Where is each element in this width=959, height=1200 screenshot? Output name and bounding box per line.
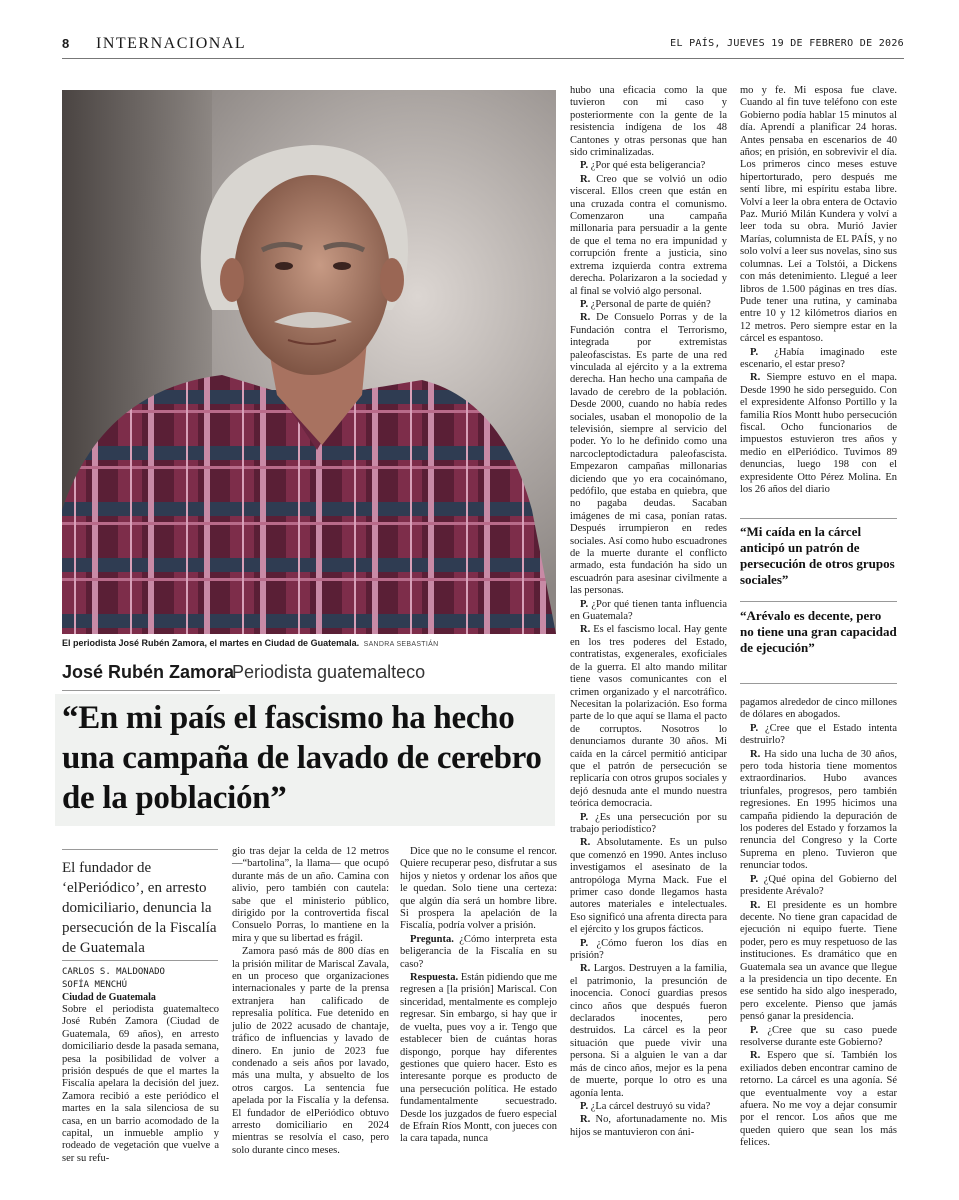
column-4 xyxy=(570,85,727,1139)
p-label: P. xyxy=(580,1100,589,1112)
headline: “En mi país el fascismo ha hecho una campaña de lavado de cerebro de la población” xyxy=(62,700,542,816)
header-rule xyxy=(62,58,904,59)
date-line: EL PAÍS, JUEVES 19 DE FEBRERO DE 2026 xyxy=(670,38,904,49)
question xyxy=(570,1101,727,1113)
answer xyxy=(570,624,727,810)
authors xyxy=(62,966,222,992)
question-text: ¿Personal de parte de quién? xyxy=(590,298,711,310)
answer-text: El presidente es un hombre decente. No tiene gran capacidad de ejecución ni equipo fuerte. Tiene poder, pero es muy respetuoso de las instituciones. Es dramático que en Guatemala sea un avance que llegue a la presidencia un tipo decente. En ese sentido ha sido algo inesperado, pero excelente. Pienso que jamás pensó ganar la presidencia. xyxy=(740,899,897,1023)
pull-quote-rule xyxy=(740,601,897,602)
question-text: ¿Cómo fueron los días en prisión? xyxy=(570,937,727,962)
r-label: R. xyxy=(750,748,761,760)
section-title: INTERNACIONAL xyxy=(96,35,247,52)
pull-quote: “Arévalo es decente, pero no tiene una gran capacidad de ejecución” xyxy=(740,608,897,655)
interviewee-role: Periodista guatemalteco xyxy=(232,662,426,682)
column-5-continued xyxy=(740,697,897,1150)
p-label: P. xyxy=(580,298,589,310)
dateline-city: Ciudad de Guatemala xyxy=(62,992,156,1003)
question-text: ¿Cree que su caso puede resolverse durante este Gobierno? xyxy=(740,1024,897,1048)
answer: pagamos alrededor de cinco millones de dólares en abogados. xyxy=(740,697,897,721)
r-label: R. xyxy=(750,1050,761,1062)
answer: mo y fe. Mi esposa fue clave. Cuando al fin tuve teléfono con este Gobierno podía hablar 15 minutos al día. Aprendí a planificar 24 horas. Antes pensaba en escenarios de 40 años; en prisión, en sobrevivir el día. Los primeros cinco meses estuve hipertorturado, pero después me sentí libre, mi espíritu estaba libre. Volví a leer la obra entera de Octavio Paz. Murió Milán Kundera y volví a leer toda su obra. Murió Javier Marías, columnista de EL PAÍS, y no solo volví a leer sus novelas, sino sus columnas. Leí a Tolstói, a Dickens con más detenimiento. Llegué a leer libros de 1.500 páginas en tres días. Pude tener una rutina, y caminaba entre 10 y 12 kilómetros diarios en 12 metros. Pero siempre estar en la cárcel es espantoso. xyxy=(740,85,897,345)
author-1: CARLOS S. MALDONADO xyxy=(62,967,165,977)
question xyxy=(570,299,727,311)
r-label: R. xyxy=(580,837,591,849)
answer xyxy=(570,837,727,936)
question-label: Pregunta. xyxy=(410,933,454,945)
paragraph: Dice que no le consume el rencor. Quiere recuperar peso, disfrutar a sus hijos y nietos y ordenar los años que le quedan. Solo tiene una certeza: que algún día será un hombre libre. Si prospera la apelación de la Fiscalía, podría volver a prisión. xyxy=(400,846,557,932)
paragraph: gio tras dejar la celda de 12 metros —“bartolina”, la llama— que ocupó durante más de un año. Camina con alivio, pero también con cautela: sabe que el ministerio público, dirigido por la controvertida fiscal Consuelo Porras, lo mantiene en la mira y que su libertad es frágil. xyxy=(232,846,389,944)
answer-text: Es el fascismo local. Hay gente en los tres poderes del Estado, contratistas, exgenerales, exoficiales de la guerra. El alto mando militar tiene vasos comunicantes con el crimen organizado y el narcotráfico. Necesitan la polarización. Eso forma parte de lo que aquí se llama el pacto de corruptos. Nosotros lo denunciamos durante 30 años. Mi caída en la cárcel permitió anticipar que el patrón de persecución se replicaría con otros grupos sociales y dejó desnuda ante el mundo nuestra teórica democracia. xyxy=(570,624,728,810)
pull-quote-rule xyxy=(740,683,897,684)
pull-quote-rule xyxy=(740,518,897,519)
p-label: P. xyxy=(580,811,589,823)
author-2: SOFÍA MENCHÚ xyxy=(62,980,128,990)
column-2 xyxy=(232,846,389,1157)
answer xyxy=(740,900,897,1024)
question xyxy=(740,1025,897,1050)
p-label: P. xyxy=(580,160,589,172)
answer xyxy=(570,312,727,597)
answer xyxy=(740,372,897,496)
p-label: P. xyxy=(750,873,759,885)
dek-rule-top xyxy=(62,849,218,850)
r-label: R. xyxy=(580,173,591,185)
question xyxy=(570,938,727,963)
p-label: P. xyxy=(750,722,759,734)
dek: El fundador de ‘elPeriódico’, en arresto domiciliario, denuncia la persecución de la Fiscalía de Guatemala xyxy=(62,860,217,956)
dek-rule-bottom xyxy=(62,960,218,961)
question-text: ¿Qué opina del Gobierno del presidente Arévalo? xyxy=(740,873,897,898)
paragraph: Sobre el periodista guatemalteco José Rubén Zamora (Ciudad de Guatemala, 69 años), en arresto domiciliario desde la pasada semana, pesa la posibilidad de volver a prisión después de que el martes la Fiscalía apelara la decisión del juez. Zamora recibió a este periódico el martes en la sala silenciosa de su casa, en un barrio acomodado de la capital, un inmueble amplio y rodeado de vegetación que vuelve a ser su refu- xyxy=(62,1004,219,1164)
question xyxy=(570,160,727,172)
r-label: R. xyxy=(750,899,761,911)
answer xyxy=(740,749,897,873)
r-label: R. xyxy=(580,624,591,636)
question xyxy=(740,874,897,899)
paragraph: Zamora pasó más de 800 días en la prisión militar de Mariscal Zavala, en un proceso que organizaciones internacionales y parte de la prensa extranjera han calificado de represalia política. Fue detenido en julio de 2022 acusado de chantaje, tráfico de influencias y lavado de dinero. En junio de 2023 fue condenado a seis años por lavado, más una multa, y absuelto de los otros cargos. La sentencia fue apelada por la Fiscalía y la defensa. El fundador de elPeriódico obtuvo arresto domiciliario en 2024 mientras se resolvía el caso, pero solo durante cinco meses. xyxy=(232,946,389,1156)
p-label: P. xyxy=(750,346,759,358)
answer-text: Creo que se volvió un odio visceral. Ellos creen que están en una cruzada contra el comunismo. Comenzaron una campaña millonaria para persuadir a la gente de que el tema no era impunidad y corrupción frente a justicia, sino extrema izquierda contra extrema derecha. Polarizaron a la sociedad y al final se volvió algo personal. xyxy=(570,173,727,297)
page-number: 8 xyxy=(62,36,70,51)
photo-credit: SANDRA SEBASTIÁN xyxy=(363,641,439,648)
caption-text: El periodista José Rubén Zamora, el martes en Ciudad de Guatemala. xyxy=(62,638,360,648)
p-label: P. xyxy=(750,1024,759,1036)
p-label: P. xyxy=(580,937,589,949)
question xyxy=(740,723,897,748)
answer xyxy=(740,1050,897,1149)
answer-text: Largos. Destruyen a la familia, el patrimonio, la presunción de inocencia. Conocí guardias presos cinco años que después fueron declarados inocentes, pero destruidos. La cárcel es la peor situación que puede vivir una persona. Si a alguien le van a dar más de cinco años, mejor es la pena de muerte, porque lo otro es una agonía lenta. xyxy=(570,963,727,1099)
portrait-photo xyxy=(62,90,556,634)
r-label: R. xyxy=(750,372,761,384)
answer: hubo una eficacia como la que tuvieron con mi caso y posteriormente con la gente de la resistencia indígena de los 48 Cantones y otras personas que han sido criminalizadas. xyxy=(570,85,727,159)
answer-text: Espero que sí. También los exiliados deben encontrar camino de retorno. La cárcel es una agonía. Sé que eventualmente voy a estar afuera. No me voy a dejar consumir por el rencor. Los años que me queden quiero que sean los más felices. xyxy=(740,1050,897,1149)
pull-quote: “Mi caída en la cárcel anticipó un patrón de persecución de otros grupos sociales” xyxy=(740,524,895,587)
r-label: R. xyxy=(580,963,591,975)
column-3 xyxy=(400,846,557,1146)
question xyxy=(570,812,727,837)
answer xyxy=(400,972,557,1146)
byline-rule xyxy=(62,690,220,691)
answer xyxy=(570,963,727,1099)
p-label: P. xyxy=(580,598,589,610)
question-text: ¿Había imaginado este escenario, el estar preso? xyxy=(740,346,897,370)
answer xyxy=(570,174,727,298)
answer-text: Absolutamente. Es un pulso que comenzó en 1990. Antes incluso investigamos el asesinato de la antropóloga Myrna Mack. Fue el primer caso donde llegamos hasta autores materiales e intelectuales. Eso significó una afrenta directa para el ejército y los grupos fácticos. xyxy=(570,837,728,936)
answer-label: Respuesta. xyxy=(410,972,459,984)
answer-text: Ha sido una lucha de 30 años, pero toda historia tiene momentos extraordinarios. Hubo avances triunfales, progresos, pero también regresiones. En 1995 hicimos una campaña pidiendo la depuración de los poderes del Estado y forzamos la renuncia del Congreso y la Corte Suprema en pleno. Tuvieron que renunciar todos. xyxy=(740,748,897,872)
question-text: ¿Es una persecución por su trabajo periodístico? xyxy=(570,811,728,835)
answer-text: Siempre estuvo en el mapa. Desde 1990 he sido perseguido. Con el expresidente Alfonso Portillo y la familia Ríos Montt hubo persecución fiscal. Ocho funcionarios de impuestos estuvieron tres años y medio en elPeriódico. Tuvimos 89 denuncias, luego 198 con el expresidente Otto Pérez Molina. En los 26 años del diario xyxy=(740,372,898,495)
question-text: ¿Por qué esta beligerancia? xyxy=(590,160,706,172)
question-text: ¿Por qué tienen tanta influencia en Guatemala? xyxy=(570,598,727,623)
question-text: ¿Cómo interpreta esta beligerancia de la Fiscalía en su caso? xyxy=(400,933,557,970)
question-text: ¿La cárcel destruyó su vida? xyxy=(590,1100,711,1112)
answer-text: Están pidiendo que me regresen a [la prisión] Mariscal. Con sinceridad, mentalmente es complejo regresar. Sin embargo, si hay que ir de vuelta, pues voy a ir. Tengo que establecer bien de cuántas horas dispongo, porque hay diferentes gestiones que quiero hacer. Esto es interesante porque es producto de una persecución política. He estado fundamentalmente secuestrado. Desde los juzgados de fuero especial de Efraín Ríos Montt, con jueces con la cara tapada, nunca xyxy=(400,972,557,1145)
answer-text: De Consuelo Porras y de la Fundación contra el Terrorismo, integrada por extremistas paleofascistas. Es parte de una red vinculada al ejército y a la extrema derecha. Han hecho una campaña de lavado de cerebro de la población. Desde 2000, cuando no había redes sociales, usaban el monopolio de la televisión, siempre al servicio del poder. Yo lo he definido como una narcocleptodictadura paleofascista. Empezaron campañas millonarias diciendo que yo era cocainómano, pedófilo, que estaba en quiebra, que no pagaba deudas. Sacaban imágenes de mi casa, ponían ratas. Después irrumpieron en redes sociales. Así como hubo escuadrones de la muerte durante el conflicto armado, esta fundación ha sido un escuadrón para asesinar civilmente a las personas. xyxy=(570,312,728,597)
answer xyxy=(570,1114,727,1139)
question-text: ¿Cree que el Estado intenta destruirlo? xyxy=(740,722,898,747)
question xyxy=(570,599,727,624)
interviewee-name: José Rubén Zamora xyxy=(62,662,235,682)
r-label: R. xyxy=(580,1114,591,1126)
answer-text: No, afortunadamente no. Mis hijos se mantuvieron con áni- xyxy=(570,1114,727,1138)
question xyxy=(740,347,897,372)
question xyxy=(400,934,557,971)
r-label: R. xyxy=(580,312,591,324)
column-5 xyxy=(740,85,897,496)
photo-caption xyxy=(62,638,556,648)
column-1 xyxy=(62,1004,219,1165)
